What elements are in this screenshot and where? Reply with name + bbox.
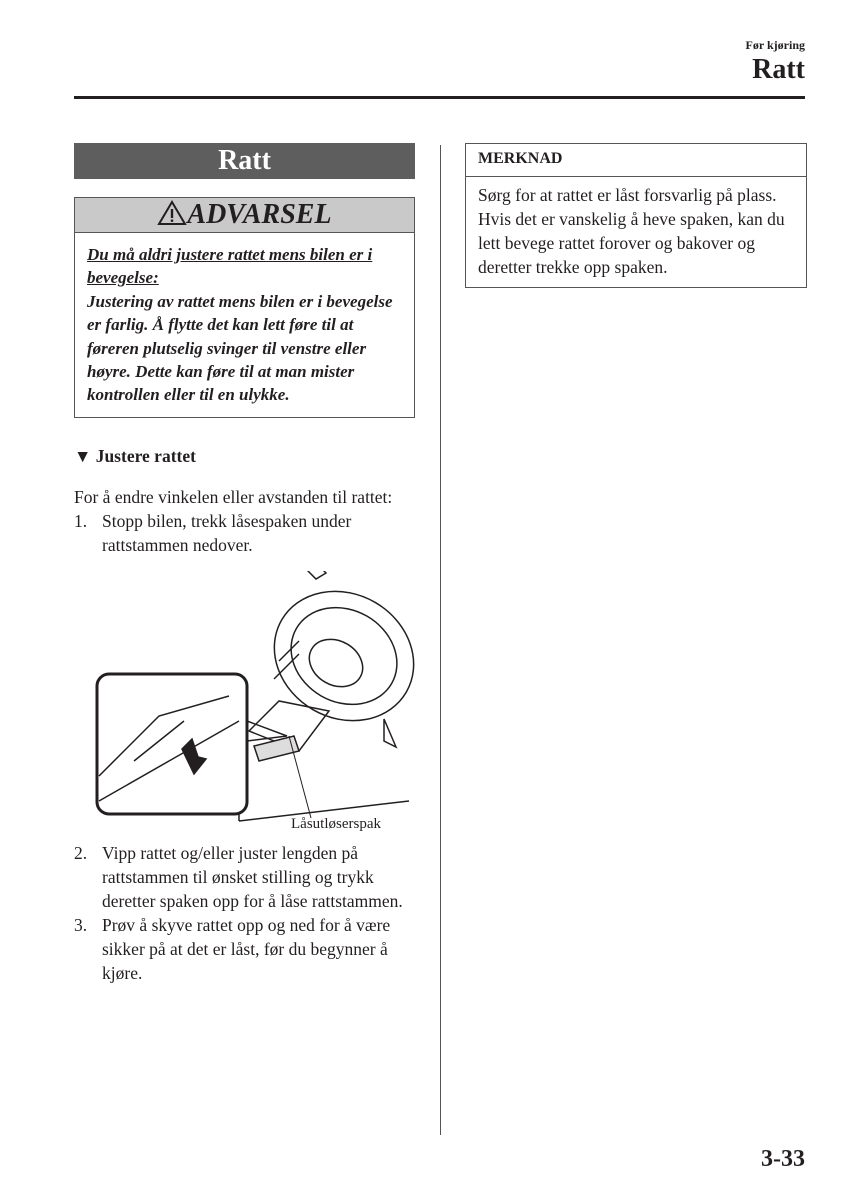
left-column xyxy=(74,143,415,985)
step-text: Stopp bilen, trekk låsespaken under rattstammen nedover. xyxy=(102,510,352,555)
warning-body xyxy=(75,233,414,417)
page-title: Ratt xyxy=(74,143,415,179)
note-box xyxy=(465,143,807,288)
warning-label: ADVARSEL xyxy=(187,199,332,230)
figure-caption: Låsutløserspak xyxy=(291,815,381,832)
warning-box xyxy=(74,197,415,418)
step-number: 2. xyxy=(74,842,88,863)
note-text: Sørg for at rattet er låst forsvarlig på plass. Hvis det er vanskelig å heve spaken, kan du lett bevege rattet forover og bakover og deretter trekke opp spaken. xyxy=(478,185,785,277)
header-title: Ratt xyxy=(752,54,805,85)
subheading xyxy=(74,446,415,467)
page-number: 3-33 xyxy=(761,1146,805,1172)
section-label: Før kjøring xyxy=(745,38,805,52)
step-number: 3. xyxy=(74,914,88,935)
step-text: Prøv å skyve rattet opp og ned for å være sikker på at det er låst, før du begynner å kjøre. xyxy=(102,914,391,983)
triangle-down-icon: ▼ xyxy=(74,445,96,466)
warning-text: Justering av rattet mens bilen er i bevegelse er farlig. Å flytte det kan lett føre til at føreren plutselig svinger til venstre eller høyre. Dette kan føre til at man mister kontrollen eller til en ulykke. xyxy=(87,291,393,405)
step-number: 1. xyxy=(74,510,88,531)
subheading-text: Justere rattet xyxy=(95,445,196,466)
step-item xyxy=(74,913,415,985)
steering-adjust-illustration xyxy=(74,571,415,833)
step-text: Vipp rattet og/eller juster lengden på rattstammen til ønsket stilling og trykk deretter spaken opp for å låse rattstammen. xyxy=(102,842,403,911)
header-rule xyxy=(74,96,805,99)
warning-lead: Du må aldri justere rattet mens bilen er i bevegelse: xyxy=(87,245,373,288)
step-item xyxy=(74,509,415,557)
step-item xyxy=(74,841,415,913)
note-header: MERKNAD xyxy=(466,144,806,177)
warning-header xyxy=(75,198,414,233)
warning-triangle-icon xyxy=(157,200,187,226)
steps-list-continued xyxy=(74,841,415,985)
column-divider xyxy=(440,145,441,1135)
steering-wheel-illustration xyxy=(74,571,415,833)
steps-list xyxy=(74,509,415,557)
intro-text: For å endre vinkelen eller avstanden til rattet: xyxy=(74,486,393,507)
